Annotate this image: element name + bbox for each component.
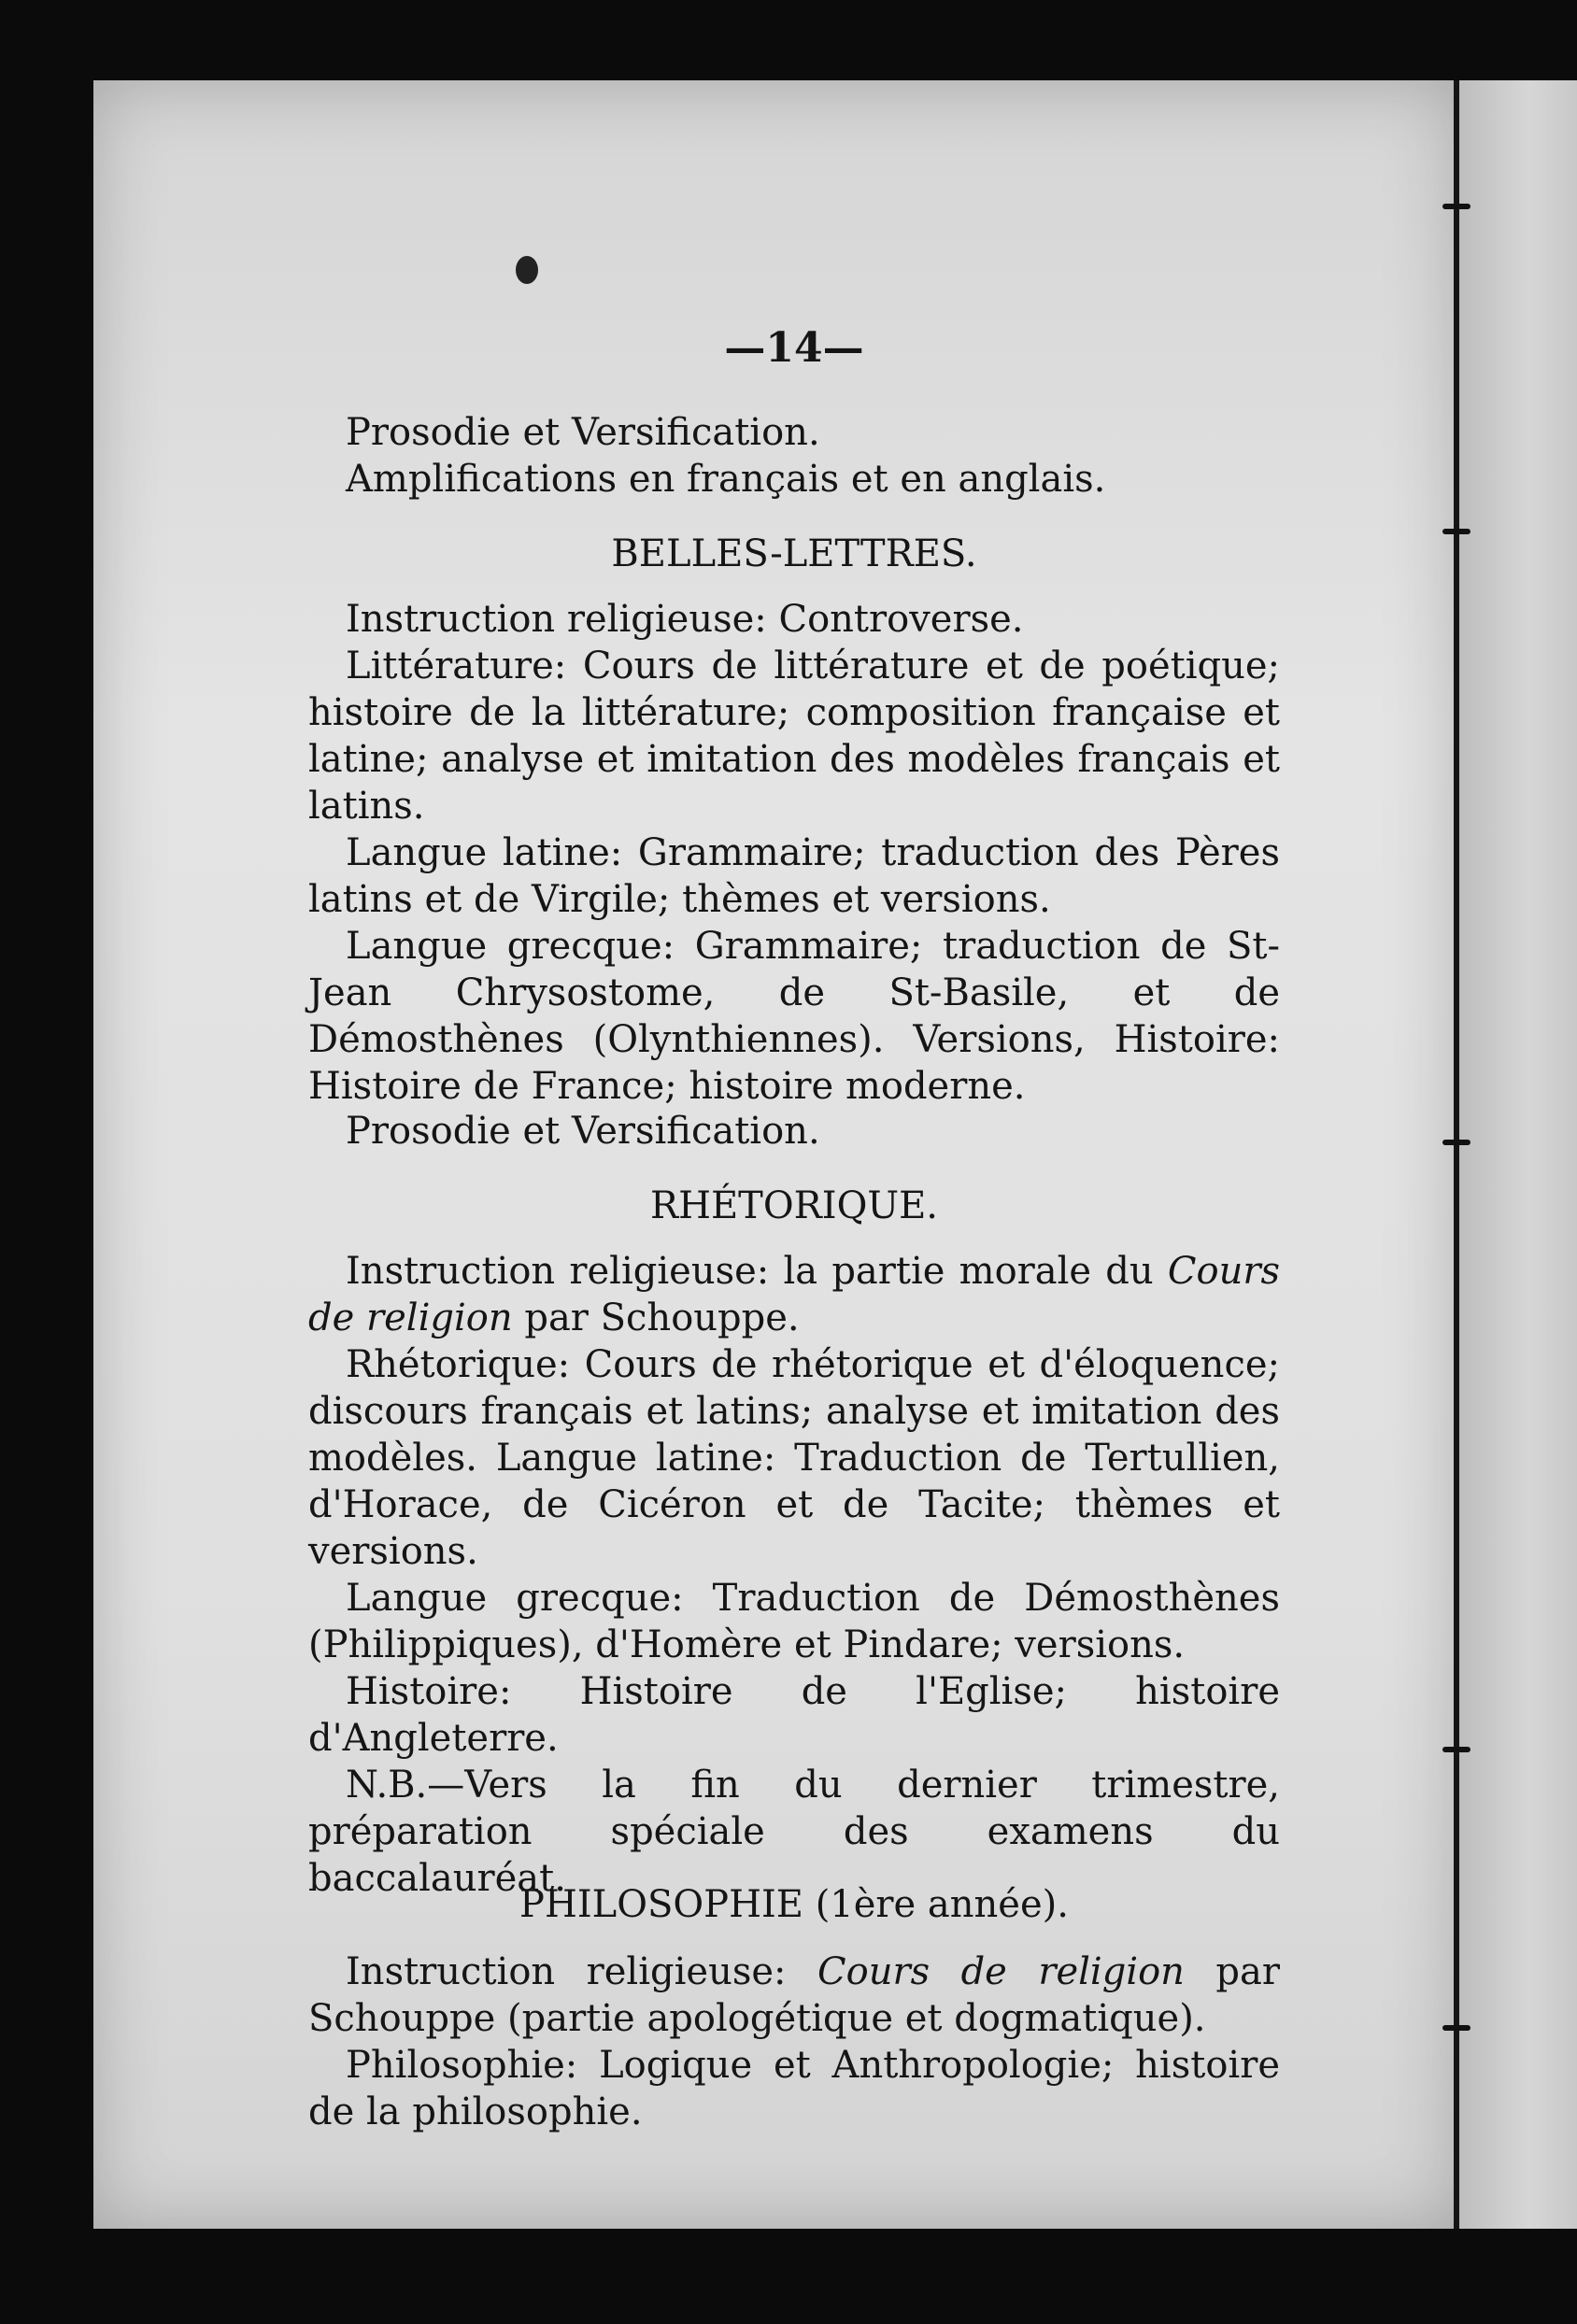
paragraph: Littérature: Cours de littérature et de poétique; histoire de la littérature; composition française et latine; analyse et imitation des modèles français et latins. — [308, 645, 1280, 828]
paragraph: Langue grecque: Grammaire; traduction de St-Jean Chrysostome, de St-Basile, et de Démosthènes (Olynthiennes). Versions, Histoire: Histoire de France; histoire moderne. — [308, 925, 1280, 1108]
binding-stitch — [1442, 204, 1470, 209]
paragraph: Philosophie: Logique et Anthropologie; histoire de la philosophie. — [308, 2044, 1280, 2133]
ink-blot — [516, 256, 538, 284]
paragraph-text: par Schouppe. — [512, 1297, 800, 1339]
adjacent-page-edge — [1457, 80, 1577, 2229]
section-heading-belles-lettres: BELLES-LETTRES. — [611, 532, 977, 575]
book-title: Cours de religion — [308, 1250, 1280, 1339]
book-title: Cours de religion — [817, 1950, 1185, 1993]
paragraph: Prosodie et Versification. — [346, 1110, 820, 1153]
document-page — [93, 80, 1457, 2229]
paragraph: Langue grecque: Traduction de Démosthènes (Philippiques), d'Homère et Pindare; versions. — [308, 1577, 1280, 1666]
paragraph-text: Instruction religieuse: — [346, 1950, 817, 1993]
paragraph-text: par Schouppe (partie apologétique et dogmatique). — [308, 1950, 1280, 2040]
binding-stitch — [1442, 2025, 1470, 2031]
paragraph: Histoire: Histoire de l'Eglise; histoire d'Angleterre. — [308, 1670, 1280, 1760]
paragraph: Rhétorique: Cours de rhétorique et d'éloquence; discours français et latins; analyse et imitation des modèles. Langue latine: Traduction de Tertullien, d'Horace, de Cicéron et de Tacite; thèmes et versions. — [308, 1343, 1280, 1573]
paragraph: Instruction religieuse: Controverse. — [346, 598, 1024, 641]
section-heading-philosophie: PHILOSOPHIE (1ère année). — [519, 1883, 1069, 1926]
binding-stitch — [1442, 1747, 1470, 1752]
paragraph: Langue latine: Grammaire; traduction des Pères latins et de Virgile; thèmes et versions. — [308, 831, 1280, 921]
paragraph — [308, 1948, 1280, 2042]
binding-fold — [1454, 80, 1459, 2229]
paragraph — [308, 1248, 1280, 1341]
binding-stitch — [1442, 1140, 1470, 1145]
section-heading-rhetorique: RHÉTORIQUE. — [649, 1184, 938, 1227]
paragraph-text: Instruction religieuse: la partie morale du — [346, 1250, 1168, 1293]
binding-stitch — [1442, 529, 1470, 534]
paragraph: N.B.—Vers la fin du dernier trimestre, préparation spéciale des examens du baccalauréat. — [308, 1764, 1280, 1900]
intro-line: Prosodie et Versification. — [346, 411, 820, 454]
intro-line: Amplifications en français et en anglais. — [346, 458, 1106, 501]
page-number: —14— — [724, 324, 864, 372]
